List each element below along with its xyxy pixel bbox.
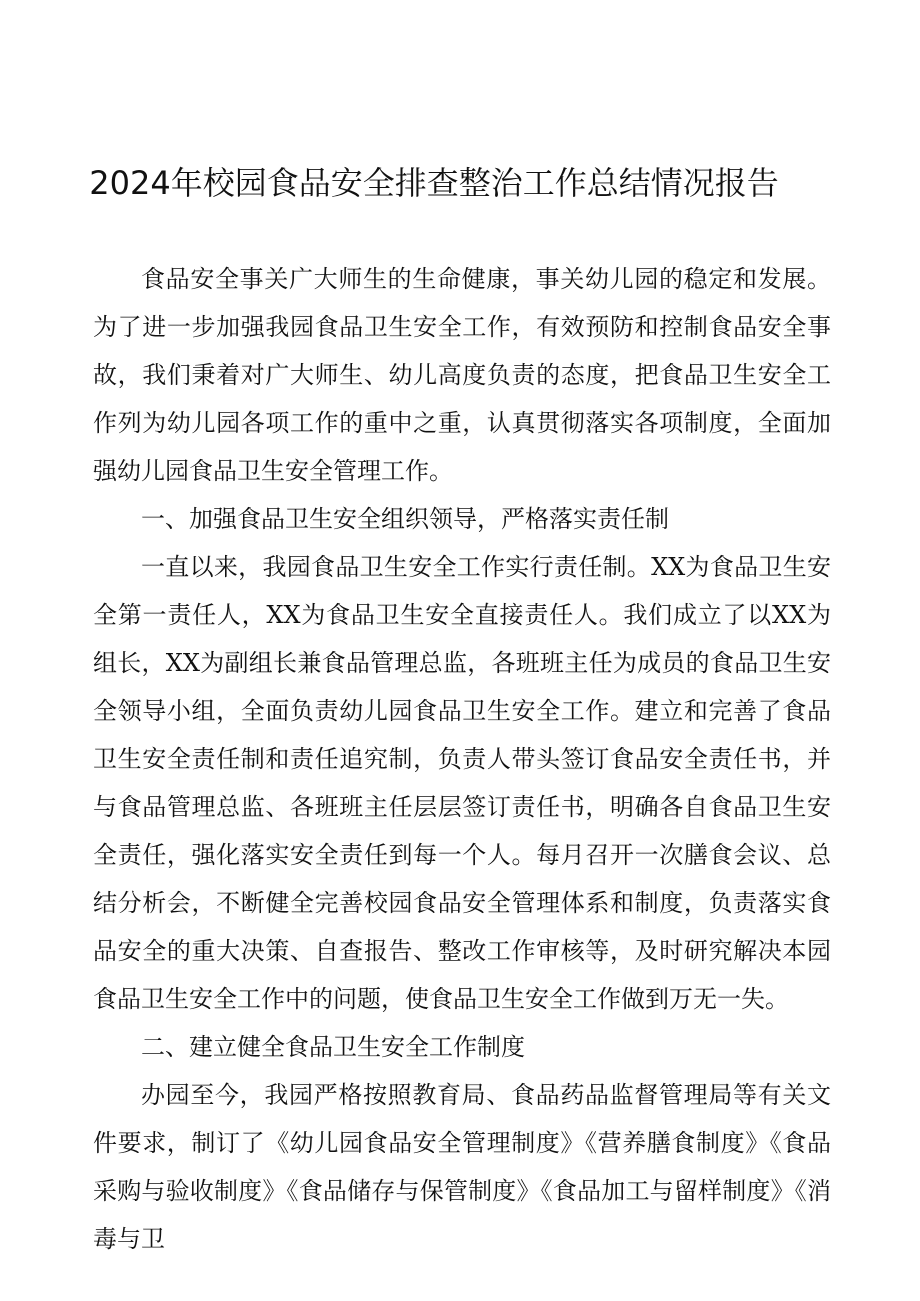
section-paragraph-2: 办园至今，我园严格按照教育局、食品药品监督管理局等有关文件要求，制订了《幼儿园食品安全管理制度》《营养膳食制度》《食品采购与验收制度》《食品储存与保管制度》《食品加工与留样制度》《消毒与卫 [93, 1081, 831, 1253]
section-heading-1: 一、加强食品卫生安全组织领导，严格落实责任制 [141, 505, 669, 533]
intro-paragraph: 食品安全事关广大师生的生命健康，事关幼儿园的稳定和发展。为了进一步加强我园食品卫生安全工作，有效预防和控制食品安全事故，我们秉着对广大师生、幼儿高度负责的态度，把食品卫生安全工作列为幼儿园各项工作的重中之重，认真贯彻落实各项制度，全面加强幼儿园食品卫生安全管理工作。 [93, 265, 831, 485]
document-title: 2024年校园食品安全排查整治工作总结情况报告 [89, 164, 779, 202]
document-body [93, 255, 831, 1263]
section-paragraph-1: 一直以来，我园食品卫生安全工作实行责任制。XX为食品卫生安全第一责任人，XX为食品卫生安全直接责任人。我们成立了以XX为组长，XX为副组长兼食品管理总监，各班班主任为成员的食品卫生安全领导小组，全面负责幼儿园食品卫生安全工作。建立和完善了食品卫生安全责任制和责任追究制，负责人带头签订食品安全责任书，并与食品管理总监、各班班主任层层签订责任书，明确各自食品卫生安全责任，强化落实安全责任到每一个人。每月召开一次膳食会议、总结分析会，不断健全完善校园食品安全管理体系和制度，负责落实食品安全的重大决策、自查报告、整改工作审核等，及时研究解决本园食品卫生安全工作中的问题，使食品卫生安全工作做到万无一失。 [93, 553, 831, 1013]
section-heading-2: 二、建立健全食品卫生安全工作制度 [141, 1033, 525, 1061]
